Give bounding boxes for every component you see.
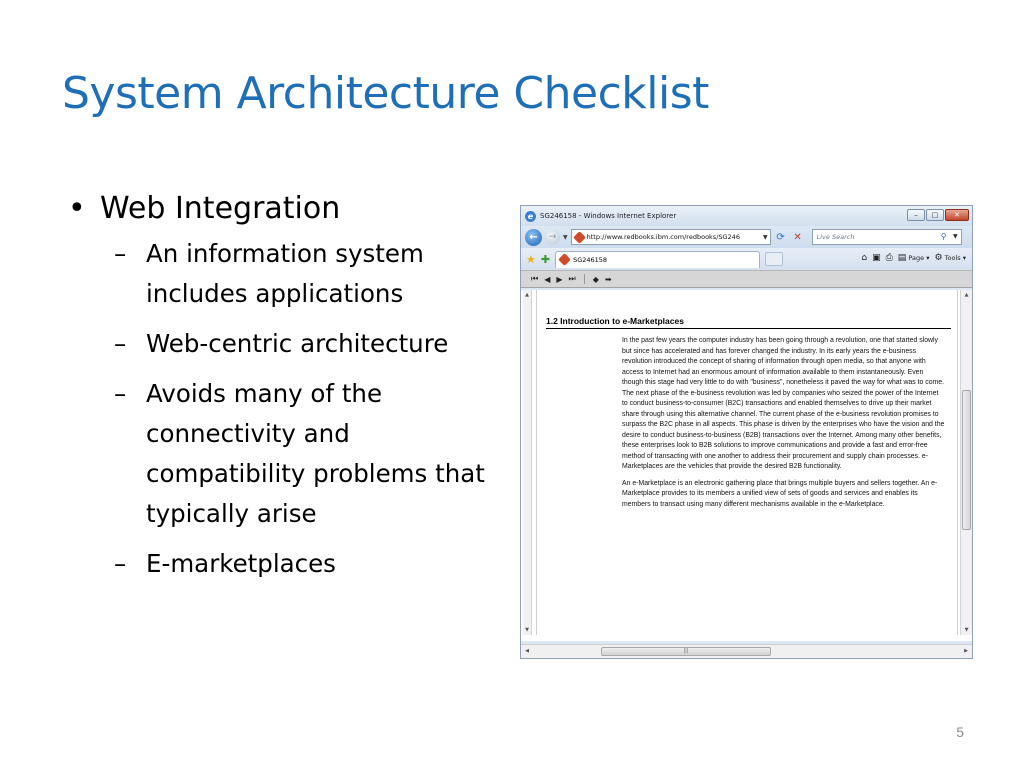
sub-bullet-item [62, 544, 502, 584]
horizontal-scroll-thumb[interactable]: ||| [601, 647, 771, 656]
page-menu-label: Page [908, 254, 925, 262]
gear-icon: ⚙ [934, 253, 943, 263]
page-menu[interactable]: ▤ Page ▾ [897, 253, 930, 263]
add-favorites-icon[interactable]: ✚ [540, 252, 551, 266]
document-paragraph: An e-Marketplace is an electronic gathering place that brings multiple buyers and sellers together. An e-Marketplace provides to its members a unified view of sets of goods and services and enables its members to transact using many different mechanisms available in the e-Marketplace. [622, 479, 938, 508]
vertical-scrollbar[interactable] [960, 290, 972, 635]
dash-marker: – [114, 239, 127, 268]
dash-marker: – [114, 549, 127, 578]
tools-menu-label: Tools [944, 254, 961, 262]
scroll-up-icon[interactable]: ▲ [525, 292, 529, 298]
scroll-up-icon[interactable]: ▲ [964, 292, 969, 298]
address-bar [521, 226, 972, 248]
print-icon[interactable]: ⎙ [885, 253, 893, 263]
back-view-icon[interactable]: ◆ [592, 274, 599, 284]
document-page [536, 290, 958, 635]
back-arrow-icon[interactable]: ← [525, 229, 542, 246]
sub-bullet-item [62, 324, 502, 364]
maximize-icon[interactable]: □ [926, 209, 944, 221]
url-text: http://www.redbooks.ibm.com/redbooks/SG246 [586, 233, 740, 241]
left-scrollbar[interactable] [523, 290, 532, 635]
horizontal-scrollbar[interactable] [521, 644, 972, 658]
last-page-icon[interactable]: ⏭ [568, 274, 576, 283]
bullet-web-integration: • Web Integration [62, 188, 502, 230]
tab-label: SG246158 [573, 255, 608, 264]
search-icon[interactable]: ⚲ [940, 232, 947, 241]
refresh-icon[interactable]: ⟳ [776, 231, 785, 243]
browser-window-title: SG246158 - Windows Internet Explorer [540, 212, 677, 220]
prev-page-icon[interactable]: ◀ [544, 274, 551, 284]
document-body [622, 336, 945, 510]
sub-bullet-text: Avoids many of the connectivity and compatibility problems that typically arise [146, 379, 485, 528]
minimize-icon[interactable]: – [907, 209, 925, 221]
scroll-right-icon[interactable]: ▶ [964, 648, 968, 654]
search-placeholder: Live Search [816, 233, 855, 241]
scroll-left-icon[interactable]: ◀ [525, 648, 529, 654]
forward-view-icon[interactable]: ➡ [604, 274, 612, 284]
first-page-icon[interactable]: ⏮ [531, 274, 539, 283]
browser-screenshot [520, 205, 973, 659]
feeds-icon[interactable]: ▣ [872, 253, 881, 263]
sub-bullet-item [62, 374, 502, 534]
ie-logo-icon: e [525, 211, 536, 222]
close-icon[interactable]: ✕ [945, 209, 969, 221]
scroll-down-icon[interactable]: ▼ [964, 627, 969, 633]
forward-arrow-icon[interactable]: → [545, 230, 560, 245]
command-bar [861, 253, 966, 263]
scroll-thumb[interactable] [962, 390, 971, 530]
sub-bullet-text: An information system includes applications [146, 239, 424, 308]
slide-number: 5 [956, 724, 964, 740]
url-dropdown-icon[interactable]: ▼ [763, 233, 768, 241]
search-input[interactable] [812, 229, 962, 245]
tab-sg246158[interactable] [555, 251, 760, 268]
sub-bullet-list [62, 234, 502, 584]
next-page-icon[interactable]: ▶ [556, 274, 563, 284]
dash-marker: – [114, 329, 127, 358]
home-icon[interactable]: ⌂ [861, 253, 868, 263]
dash-marker: – [114, 379, 127, 408]
sub-bullet-text: Web-centric architecture [146, 329, 449, 358]
window-controls [907, 209, 969, 221]
new-tab-button[interactable] [765, 252, 783, 266]
sub-bullet-item [62, 234, 502, 314]
document-paragraph: In the past few years the computer industry has been going through a revolution, one that started slowly but since has accelerated and has forever changed the industry. In its early years the e-business revolution introduced the concept of sharing of information through open media, so that anyone with access to Internet had an enormous amount of information available to them instantaneously. Even though this stage had very little to do with "business", nonetheless it paved the way for what was to come. The next phase of the e-business revolution was led by companies who seized the power of the Internet to conduct business-to-consumer (B2C) transactions and enabled themselves to drive up their market share through using this alternative channel. The current phase of the e-business revolution promises to surpass the B2C phase in all aspects. This phase is driven by the enterprises who have the vision and the desire to conduct business-to-business (B2B) transactions over the Internet. Among many other benefits, these enterprises look to B2B solutions to improve communications and provide a fast and error-free method of transacting with one another to address their procurement and supply chain processes. e-Marketplaces are the vehicles that provide the desired B2B functionality. [622, 337, 945, 470]
slide-title: System Architecture Checklist [62, 68, 709, 119]
tools-menu[interactable]: ⚙ Tools ▾ [934, 253, 966, 263]
document-viewport [521, 290, 972, 641]
page-icon: ▤ [897, 253, 907, 263]
toolbar-divider [584, 274, 585, 284]
bullet-list [62, 188, 502, 594]
tab-favicon-icon [558, 253, 571, 266]
url-field[interactable] [571, 229, 771, 245]
browser-titlebar [521, 206, 972, 226]
document-toolbar [521, 270, 972, 288]
stop-icon[interactable]: ✕ [793, 231, 802, 243]
favorites-star-icon[interactable]: ★ [526, 252, 536, 266]
history-dropdown-icon[interactable]: ▼ [563, 233, 568, 241]
search-dropdown-icon[interactable]: ▼ [953, 233, 958, 240]
tab-bar [521, 248, 972, 270]
scroll-down-icon[interactable]: ▼ [525, 627, 529, 633]
document-heading: 1.2 Introduction to e-Marketplaces [546, 316, 951, 329]
sub-bullet-text: E-marketplaces [146, 549, 336, 578]
site-favicon-icon [573, 231, 586, 244]
